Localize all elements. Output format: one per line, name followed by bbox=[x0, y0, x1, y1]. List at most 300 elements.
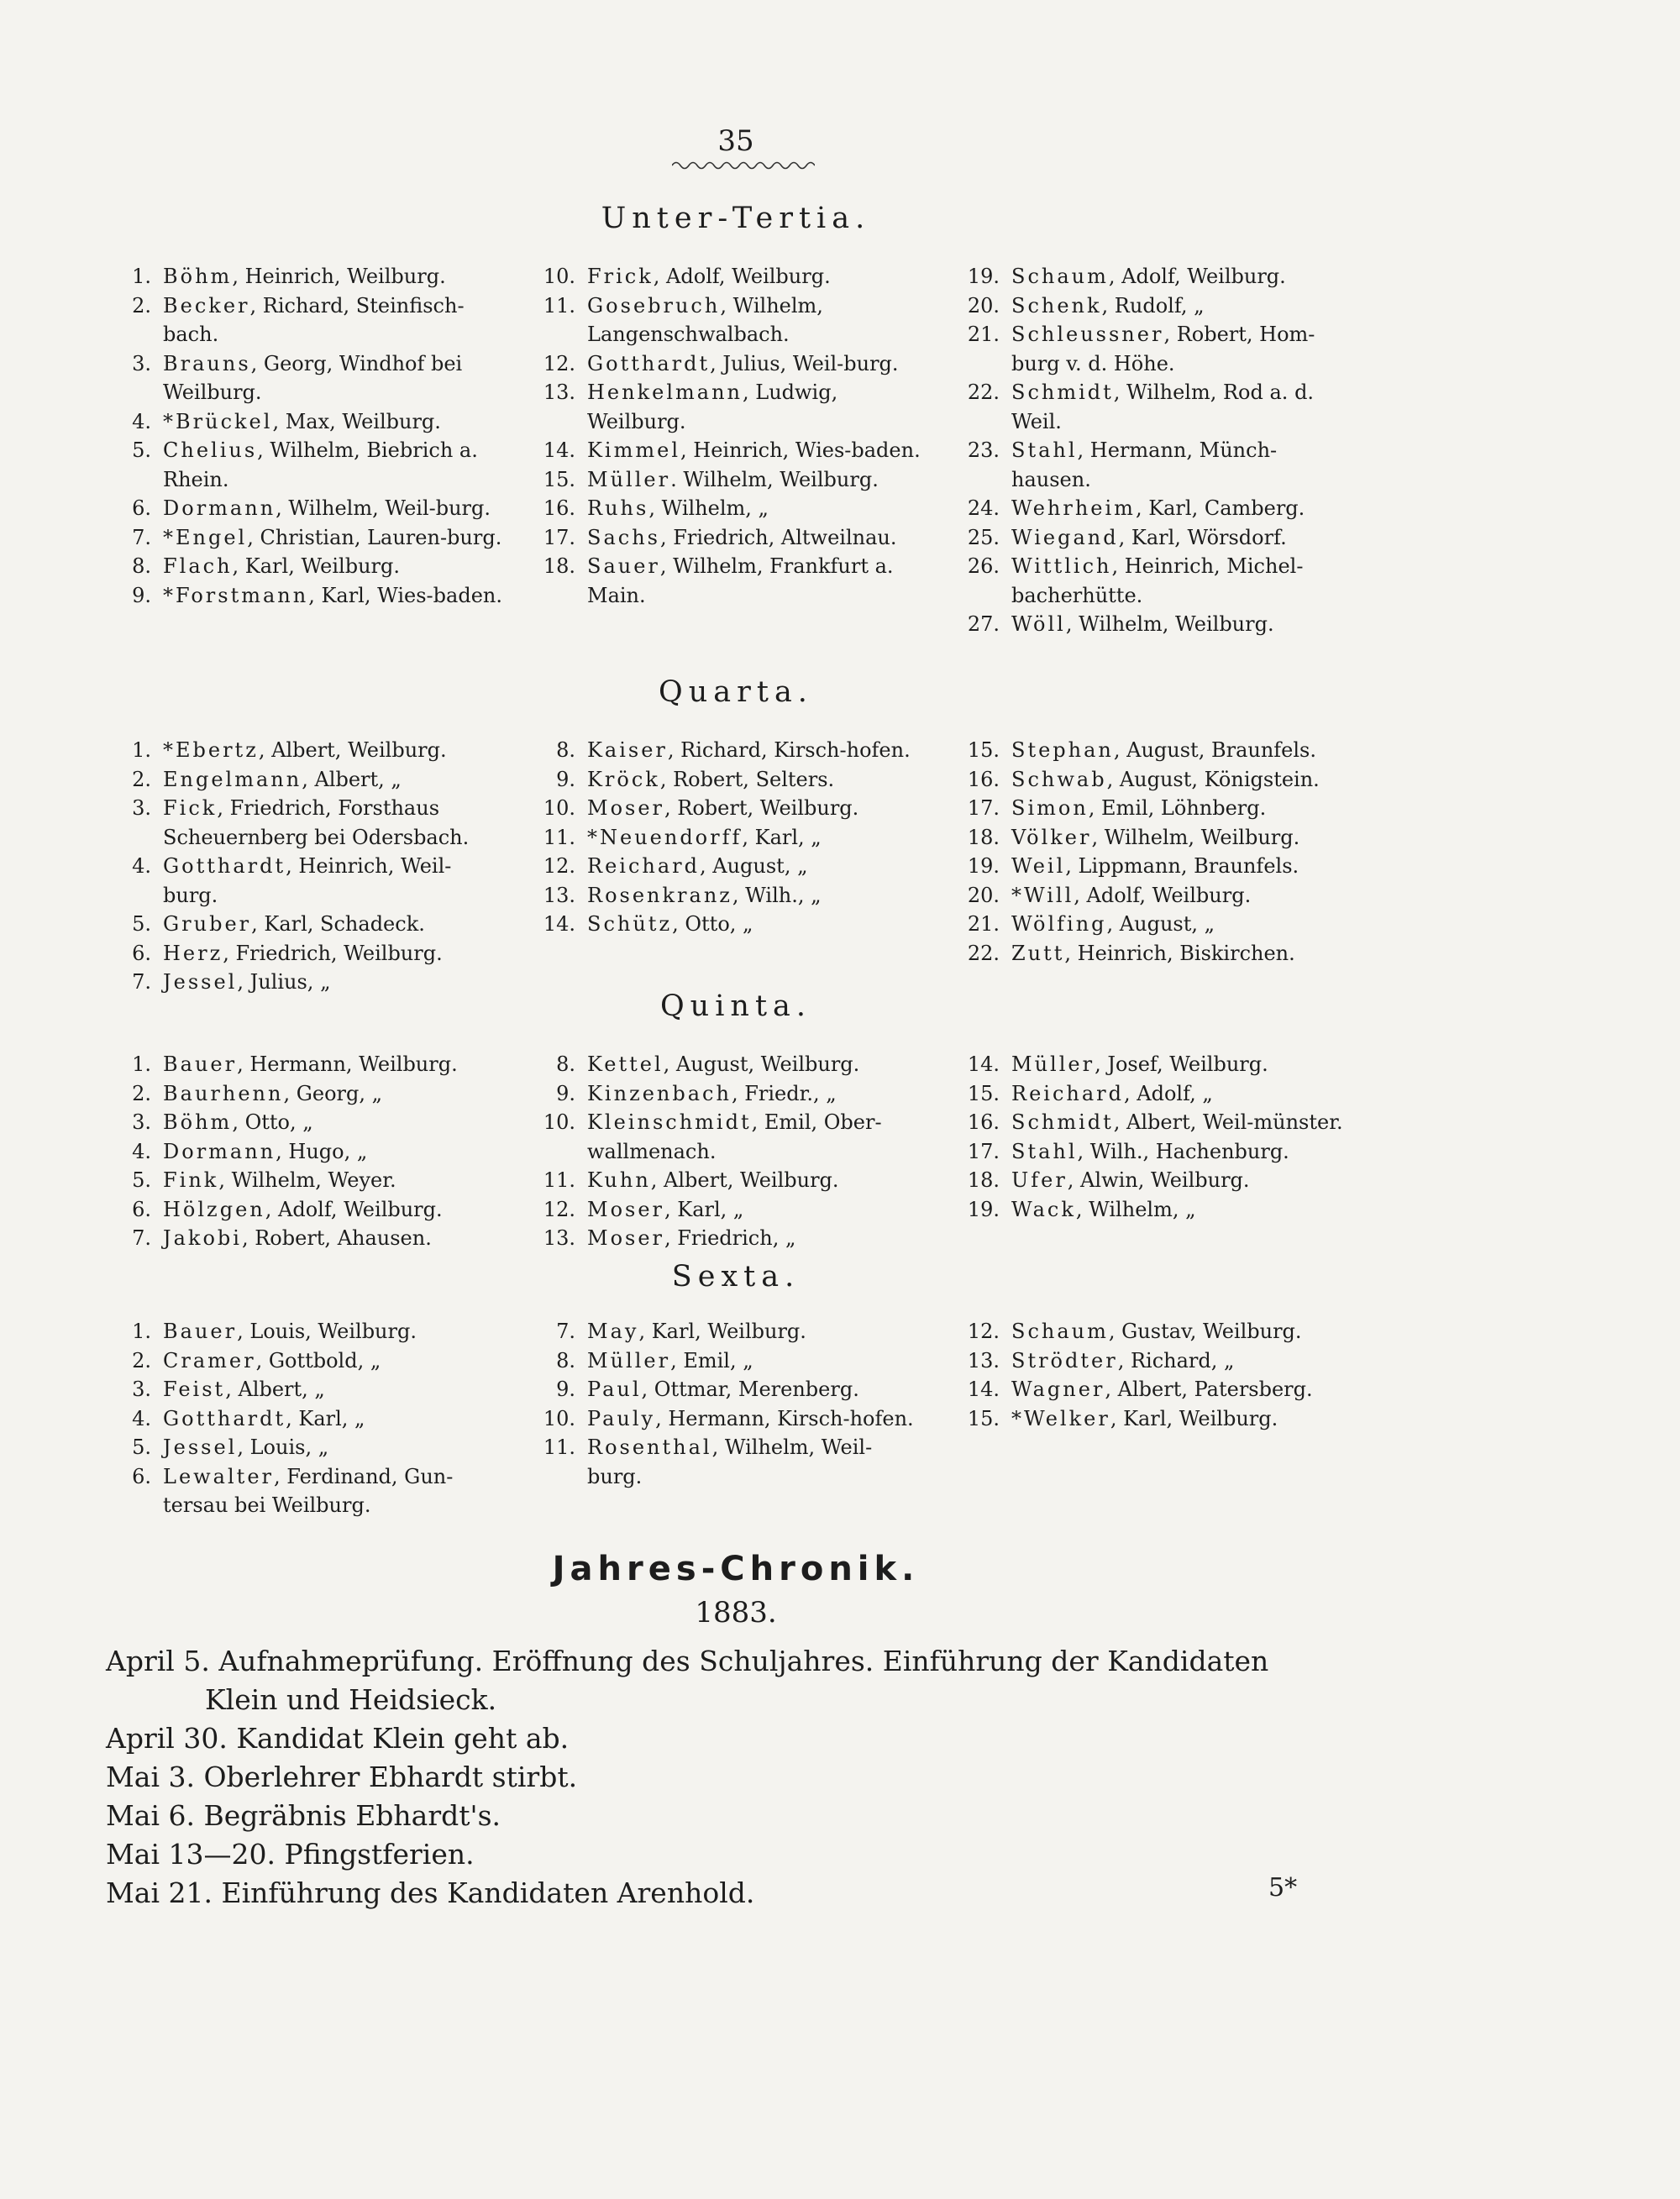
roster-entry bbox=[532, 1404, 927, 1434]
entry-number: 13. bbox=[967, 1348, 1000, 1372]
roster-entry bbox=[532, 823, 927, 853]
entry-number: 14. bbox=[543, 438, 575, 462]
entry-text bbox=[1011, 436, 1351, 494]
student-details: , Wilhelm, „ bbox=[1075, 1197, 1196, 1221]
entry-text bbox=[587, 349, 927, 379]
entry-number: 2. bbox=[132, 1348, 151, 1372]
entry-number: 11. bbox=[543, 1168, 575, 1192]
student-surname: Müller bbox=[587, 1348, 671, 1372]
roster-entry bbox=[956, 1195, 1351, 1225]
entry-text bbox=[1011, 1108, 1351, 1137]
student-surname: Müller bbox=[587, 467, 671, 491]
entry-text bbox=[587, 1404, 927, 1434]
roster-entry bbox=[532, 1050, 927, 1079]
roster-entry bbox=[956, 1079, 1351, 1109]
entry-text bbox=[587, 765, 927, 795]
roster-entry bbox=[956, 494, 1351, 523]
student-surname: Gotthardt bbox=[163, 1406, 286, 1430]
entry-number: 2. bbox=[132, 767, 151, 791]
chronicle-text: Einführung des Kandidaten Arenhold. bbox=[221, 1876, 755, 1909]
student-surname: Bauer bbox=[163, 1052, 238, 1076]
entry-text bbox=[163, 1166, 502, 1195]
chronicle-entries bbox=[106, 1642, 1366, 1913]
student-details: . Wilhelm, Weilburg. bbox=[670, 467, 879, 491]
student-surname: Gotthardt bbox=[587, 351, 711, 375]
roster-entry bbox=[108, 852, 502, 910]
student-details: , Josef, Weilburg. bbox=[1095, 1052, 1268, 1076]
student-details: , Karl, Wörsdorf. bbox=[1118, 525, 1287, 549]
student-details: , Wilhelm, Weyer. bbox=[218, 1168, 396, 1192]
roster-entry bbox=[108, 939, 502, 968]
roster-entry bbox=[532, 736, 927, 765]
entry-text bbox=[587, 1050, 927, 1079]
student-surname: Moser bbox=[587, 1197, 665, 1221]
student-surname: Rosenkranz bbox=[587, 883, 732, 907]
roster-entry bbox=[532, 881, 927, 911]
section-title-unter-tertia: Unter-Tertia. bbox=[601, 202, 871, 235]
student-details: , August, „ bbox=[700, 854, 808, 878]
student-surname: May bbox=[587, 1320, 639, 1343]
student-surname: Flach bbox=[163, 554, 233, 578]
student-surname: Strödter bbox=[1011, 1348, 1118, 1372]
student-details: , Ottmar, Merenberg. bbox=[641, 1378, 859, 1401]
student-details: , Friedrich, Weilburg. bbox=[223, 941, 443, 965]
student-details: , Richard, Steinfisch-bach. bbox=[163, 293, 465, 346]
student-details: , Karl, Weilburg. bbox=[1110, 1406, 1278, 1430]
student-surname: Schenk bbox=[1011, 293, 1102, 318]
entry-text bbox=[1011, 1346, 1351, 1376]
roster-entry bbox=[956, 291, 1351, 321]
entry-text bbox=[1011, 494, 1351, 523]
student-surname: Kettel bbox=[587, 1052, 664, 1076]
student-surname: *Neuendorff bbox=[587, 825, 743, 849]
entry-text bbox=[1011, 378, 1351, 436]
roster-entry bbox=[108, 1050, 502, 1079]
entry-text bbox=[163, 1137, 502, 1167]
student-details: , Robert, Selters. bbox=[659, 767, 835, 791]
entry-number: 13. bbox=[543, 380, 575, 404]
entry-text bbox=[1011, 794, 1351, 823]
student-details: , Rudolf, „ bbox=[1101, 293, 1205, 318]
roster-entry bbox=[956, 852, 1351, 881]
entry-number: 8. bbox=[556, 738, 575, 762]
student-details: , Adolf, Weilburg. bbox=[265, 1197, 443, 1221]
entry-text bbox=[163, 1462, 502, 1520]
roster-entry bbox=[956, 881, 1351, 911]
chronicle-entry bbox=[106, 1642, 1366, 1681]
roster-entry bbox=[108, 1108, 502, 1137]
student-surname: Gruber bbox=[163, 912, 252, 936]
roster-entry bbox=[956, 736, 1351, 765]
roster-entry bbox=[108, 1079, 502, 1109]
student-surname: Fick bbox=[163, 796, 218, 820]
roster-entry bbox=[956, 378, 1351, 436]
student-surname: Rosenthal bbox=[587, 1435, 712, 1459]
entry-text bbox=[1011, 910, 1351, 939]
roster-entry bbox=[108, 765, 502, 795]
entry-text bbox=[163, 436, 502, 494]
student-details: , Albert, Patersberg. bbox=[1105, 1378, 1313, 1401]
student-details: , Alwin, Weilburg. bbox=[1067, 1168, 1250, 1192]
quarta-column-1 bbox=[108, 736, 502, 997]
roster-entry bbox=[956, 939, 1351, 968]
entry-text bbox=[163, 939, 502, 968]
roster-entry bbox=[532, 794, 927, 823]
roster-entry bbox=[108, 494, 502, 523]
entry-number: 10. bbox=[543, 1406, 575, 1430]
entry-text bbox=[1011, 1375, 1351, 1404]
entry-number: 26. bbox=[967, 554, 1000, 578]
unter-tertia-column-2 bbox=[532, 262, 927, 610]
student-surname: Wack bbox=[1011, 1197, 1076, 1221]
printer-signature: 5* bbox=[1268, 1873, 1298, 1902]
entry-number: 19. bbox=[967, 854, 1000, 878]
student-surname: Pauly bbox=[587, 1406, 656, 1430]
student-details: , Wilhelm, Weilburg. bbox=[1091, 825, 1300, 849]
entry-text bbox=[163, 765, 502, 795]
student-details: , Hermann, Münch-hausen. bbox=[1011, 438, 1278, 491]
entry-text bbox=[587, 823, 927, 853]
entry-number: 16. bbox=[967, 767, 1000, 791]
entry-text bbox=[1011, 1195, 1351, 1225]
entry-number: 11. bbox=[543, 1435, 575, 1459]
student-surname: Böhm bbox=[163, 265, 233, 288]
entry-number: 17. bbox=[543, 525, 575, 549]
entry-text bbox=[163, 1079, 502, 1109]
entry-number: 27. bbox=[967, 612, 1000, 636]
roster-entry bbox=[956, 610, 1351, 639]
entry-number: 4. bbox=[132, 409, 151, 433]
roster-entry bbox=[956, 794, 1351, 823]
student-surname: Kröck bbox=[587, 767, 660, 791]
student-details: , Wilhelm, „ bbox=[648, 496, 769, 520]
student-surname: Zutt bbox=[1011, 941, 1065, 965]
entry-number: 8. bbox=[556, 1348, 575, 1372]
entry-text bbox=[1011, 552, 1351, 610]
student-surname: Wagner bbox=[1011, 1378, 1105, 1401]
student-details: , Karl, „ bbox=[664, 1197, 744, 1221]
entry-number: 24. bbox=[967, 496, 1000, 520]
student-details: , Karl, Weilburg. bbox=[232, 554, 400, 578]
roster-entry bbox=[108, 1195, 502, 1225]
student-surname: Bauer bbox=[163, 1320, 238, 1343]
roster-entry bbox=[108, 910, 502, 939]
student-details: , Friedr., „ bbox=[731, 1081, 837, 1105]
chronicle-year: 1883. bbox=[695, 1596, 777, 1630]
entry-text bbox=[163, 1224, 502, 1253]
roster-entry bbox=[532, 765, 927, 795]
student-details: , Wilhelm, Weil-burg. bbox=[587, 1435, 873, 1488]
roster-entry bbox=[956, 1137, 1351, 1167]
entry-text bbox=[1011, 765, 1351, 795]
entry-number: 15. bbox=[967, 738, 1000, 762]
student-surname: Fink bbox=[163, 1168, 219, 1192]
entry-number: 10. bbox=[543, 265, 575, 288]
entry-text bbox=[163, 1346, 502, 1376]
entry-number: 4. bbox=[132, 1139, 151, 1163]
decorative-rule bbox=[672, 160, 815, 171]
quarta-column-2 bbox=[532, 736, 927, 939]
entry-number: 12. bbox=[967, 1320, 1000, 1343]
roster-entry bbox=[956, 436, 1351, 494]
entry-number: 20. bbox=[967, 293, 1000, 318]
student-details: , August, „ bbox=[1106, 912, 1215, 936]
unter-tertia-column-1 bbox=[108, 262, 502, 610]
student-surname: Henkelmann bbox=[587, 380, 743, 404]
entry-number: 8. bbox=[132, 554, 151, 578]
roster-entry bbox=[532, 1166, 927, 1195]
entry-number: 9. bbox=[132, 583, 151, 607]
entry-number: 7. bbox=[132, 525, 151, 549]
student-details: , Louis, „ bbox=[237, 1435, 329, 1459]
roster-entry bbox=[108, 1433, 502, 1462]
chronicle-text: Aufnahmeprüfung. Eröffnung des Schuljahres. Einführung der Kandidaten bbox=[218, 1645, 1269, 1677]
roster-entry bbox=[108, 581, 502, 611]
student-surname: *Forstmann bbox=[163, 583, 309, 607]
entry-number: 6. bbox=[132, 1197, 151, 1221]
entry-number: 4. bbox=[132, 854, 151, 878]
entry-number: 12. bbox=[543, 351, 575, 375]
student-details: , Wilhelm, Biebrich a. Rhein. bbox=[163, 438, 478, 491]
student-surname: Jessel bbox=[163, 970, 238, 994]
entry-number: 15. bbox=[967, 1406, 1000, 1430]
student-details: , Albert, Weilburg. bbox=[258, 738, 447, 762]
student-details: , Heinrich, Biskirchen. bbox=[1064, 941, 1295, 965]
roster-entry bbox=[108, 523, 502, 553]
student-details: , Robert, Ahausen. bbox=[241, 1226, 432, 1250]
roster-entry bbox=[956, 823, 1351, 853]
student-details: , Karl, „ bbox=[742, 825, 822, 849]
student-surname: Dormann bbox=[163, 496, 276, 520]
roster-entry bbox=[108, 291, 502, 349]
student-details: , Karl, Weilburg. bbox=[638, 1320, 806, 1343]
sexta-column-3 bbox=[956, 1317, 1351, 1433]
roster-entry bbox=[532, 1346, 927, 1376]
student-details: , Emil, Löhnberg. bbox=[1088, 796, 1267, 820]
roster-entry bbox=[956, 765, 1351, 795]
entry-text bbox=[163, 1433, 502, 1462]
entry-text bbox=[163, 1375, 502, 1404]
entry-text bbox=[587, 1433, 927, 1491]
student-surname: Moser bbox=[587, 796, 665, 820]
student-details: , Wilh., Hachenburg. bbox=[1077, 1139, 1289, 1163]
entry-text bbox=[1011, 291, 1351, 321]
entry-number: 16. bbox=[967, 1110, 1000, 1134]
entry-number: 9. bbox=[556, 767, 575, 791]
student-surname: Wittlich bbox=[1011, 554, 1112, 578]
chronicle-entry bbox=[106, 1797, 1366, 1835]
entry-number: 21. bbox=[967, 323, 1000, 346]
student-surname: Simon bbox=[1011, 796, 1089, 820]
student-surname: Engelmann bbox=[163, 767, 302, 791]
student-details: , Christian, Lauren-burg. bbox=[247, 525, 502, 549]
student-details: , Albert, Weil-münster. bbox=[1113, 1110, 1343, 1134]
entry-number: 5. bbox=[132, 1435, 151, 1459]
entry-text bbox=[1011, 1079, 1351, 1109]
entry-number: 23. bbox=[967, 438, 1000, 462]
entry-number: 3. bbox=[132, 796, 151, 820]
entry-text bbox=[587, 523, 927, 553]
entry-text bbox=[163, 552, 502, 581]
student-details: , Karl, Schadeck. bbox=[251, 912, 425, 936]
entry-text bbox=[163, 1108, 502, 1137]
entry-number: 13. bbox=[543, 883, 575, 907]
entry-number: 5. bbox=[132, 1168, 151, 1192]
chronicle-date: April 30. bbox=[106, 1722, 228, 1755]
student-surname: Kimmel bbox=[587, 438, 680, 462]
quinta-column-3 bbox=[956, 1050, 1351, 1224]
quinta-column-1 bbox=[108, 1050, 502, 1253]
student-surname: Reichard bbox=[1011, 1081, 1124, 1105]
entry-text bbox=[587, 1375, 927, 1404]
student-details: , Emil, Ober-wallmenach. bbox=[587, 1110, 882, 1163]
student-surname: Völker bbox=[1011, 825, 1092, 849]
sexta-column-2 bbox=[532, 1317, 927, 1491]
page-number: 35 bbox=[717, 124, 754, 158]
entry-text bbox=[163, 581, 502, 611]
entry-number: 19. bbox=[967, 1197, 1000, 1221]
student-surname: Schmidt bbox=[1011, 1110, 1114, 1134]
roster-entry bbox=[956, 552, 1351, 610]
student-details: , Wilhelm, Langenschwalbach. bbox=[587, 293, 823, 346]
entry-text bbox=[163, 291, 502, 349]
student-surname: Schwab bbox=[1011, 767, 1107, 791]
chronicle-text: Oberlehrer Ebhardt stirbt. bbox=[203, 1761, 578, 1793]
roster-entry bbox=[956, 1404, 1351, 1434]
roster-entry bbox=[532, 523, 927, 553]
entry-text bbox=[163, 262, 502, 291]
roster-entry bbox=[532, 1317, 927, 1346]
entry-number: 14. bbox=[967, 1378, 1000, 1401]
quinta-column-2 bbox=[532, 1050, 927, 1253]
student-surname: Frick bbox=[587, 265, 654, 288]
entry-text bbox=[1011, 262, 1351, 291]
roster-entry bbox=[956, 1108, 1351, 1137]
entry-text bbox=[1011, 736, 1351, 765]
student-surname: Moser bbox=[587, 1226, 665, 1250]
roster-entry bbox=[532, 465, 927, 495]
student-details: , Georg, „ bbox=[283, 1081, 383, 1105]
chronicle-text: Kandidat Klein geht ab. bbox=[236, 1722, 570, 1755]
student-surname: Herz bbox=[163, 941, 223, 965]
entry-number: 22. bbox=[967, 941, 1000, 965]
roster-entry bbox=[956, 1317, 1351, 1346]
entry-text bbox=[587, 1346, 927, 1376]
unter-tertia-column-3 bbox=[956, 262, 1351, 639]
chronicle-text: Begräbnis Ebhardt's. bbox=[203, 1799, 501, 1832]
student-details: , Adolf, Weilburg. bbox=[653, 265, 831, 288]
student-details: , Karl, Camberg. bbox=[1135, 496, 1305, 520]
entry-number: 25. bbox=[967, 525, 1000, 549]
entry-number: 18. bbox=[967, 825, 1000, 849]
student-surname: Dormann bbox=[163, 1139, 276, 1163]
roster-entry bbox=[532, 436, 927, 465]
entry-number: 18. bbox=[967, 1168, 1000, 1192]
student-details: , Friedrich, „ bbox=[664, 1226, 796, 1250]
student-details: , Hermann, Kirsch-hofen. bbox=[655, 1406, 914, 1430]
entry-text bbox=[163, 407, 502, 437]
student-surname: Kleinschmidt bbox=[587, 1110, 752, 1134]
entry-text bbox=[1011, 610, 1351, 639]
student-surname: Schütz bbox=[587, 912, 673, 936]
student-details: , Adolf, Weilburg. bbox=[1108, 265, 1286, 288]
entry-number: 2. bbox=[132, 1081, 151, 1105]
entry-text bbox=[587, 262, 927, 291]
entry-text bbox=[587, 378, 927, 436]
student-surname: Schmidt bbox=[1011, 380, 1114, 404]
entry-number: 15. bbox=[543, 467, 575, 491]
student-details: , Heinrich, Weilburg. bbox=[232, 265, 446, 288]
entry-text bbox=[587, 1224, 927, 1253]
entry-number: 19. bbox=[967, 265, 1000, 288]
student-details: , Wilh., „ bbox=[732, 883, 822, 907]
student-surname: Müller bbox=[1011, 1052, 1095, 1076]
student-surname: Ufer bbox=[1011, 1168, 1068, 1192]
roster-entry bbox=[108, 407, 502, 437]
entry-text bbox=[1011, 823, 1351, 853]
student-surname: Wehrheim bbox=[1011, 496, 1136, 520]
section-title-sexta: Sexta. bbox=[671, 1260, 801, 1294]
student-surname: *Welker bbox=[1011, 1406, 1110, 1430]
roster-entry bbox=[956, 1375, 1351, 1404]
entry-number: 21. bbox=[967, 912, 1000, 936]
roster-entry bbox=[532, 1195, 927, 1225]
chronicle-date: Mai 3. bbox=[106, 1761, 195, 1793]
entry-number: 1. bbox=[132, 738, 151, 762]
chronicle-date: Mai 6. bbox=[106, 1799, 195, 1832]
student-surname: Becker bbox=[163, 293, 250, 318]
student-details: , Ferdinand, Gun-tersau bei Weilburg. bbox=[163, 1464, 454, 1517]
student-details: , Wilhelm, Weilburg. bbox=[1065, 612, 1274, 636]
roster-entry bbox=[108, 552, 502, 581]
student-details: , Max, Weilburg. bbox=[272, 409, 441, 433]
roster-entry bbox=[532, 349, 927, 379]
student-details: , Lippmann, Braunfels. bbox=[1065, 854, 1299, 878]
student-details: , August, Weilburg. bbox=[663, 1052, 860, 1076]
entry-text bbox=[1011, 1166, 1351, 1195]
roster-entry bbox=[108, 349, 502, 407]
entry-number: 9. bbox=[556, 1378, 575, 1401]
entry-text bbox=[587, 1079, 927, 1109]
student-surname: *Ebertz bbox=[163, 738, 259, 762]
student-details: , Hugo, „ bbox=[276, 1139, 368, 1163]
student-surname: Schaum bbox=[1011, 265, 1109, 288]
entry-number: 5. bbox=[132, 912, 151, 936]
entry-number: 6. bbox=[132, 941, 151, 965]
entry-number: 9. bbox=[556, 1081, 575, 1105]
entry-number: 10. bbox=[543, 796, 575, 820]
entry-text bbox=[587, 1166, 927, 1195]
chronicle-continuation: Klein und Heidsieck. bbox=[205, 1683, 497, 1716]
student-details: , Ludwig, Weilburg. bbox=[587, 380, 838, 433]
roster-entry bbox=[956, 910, 1351, 939]
entry-text bbox=[587, 1317, 927, 1346]
entry-text bbox=[587, 794, 927, 823]
entry-text bbox=[587, 736, 927, 765]
entry-number: 22. bbox=[967, 380, 1000, 404]
entry-text bbox=[1011, 523, 1351, 553]
student-details: , Robert, Hom-burg v. d. Höhe. bbox=[1011, 323, 1315, 375]
student-surname: Böhm bbox=[163, 1110, 233, 1134]
entry-text bbox=[163, 1050, 502, 1079]
entry-number: 6. bbox=[132, 496, 151, 520]
student-surname: Sachs bbox=[587, 525, 660, 549]
roster-entry bbox=[108, 794, 502, 852]
roster-entry bbox=[956, 1050, 1351, 1079]
student-surname: Paul bbox=[587, 1378, 642, 1401]
entry-number: 18. bbox=[543, 554, 575, 578]
roster-entry bbox=[956, 1166, 1351, 1195]
